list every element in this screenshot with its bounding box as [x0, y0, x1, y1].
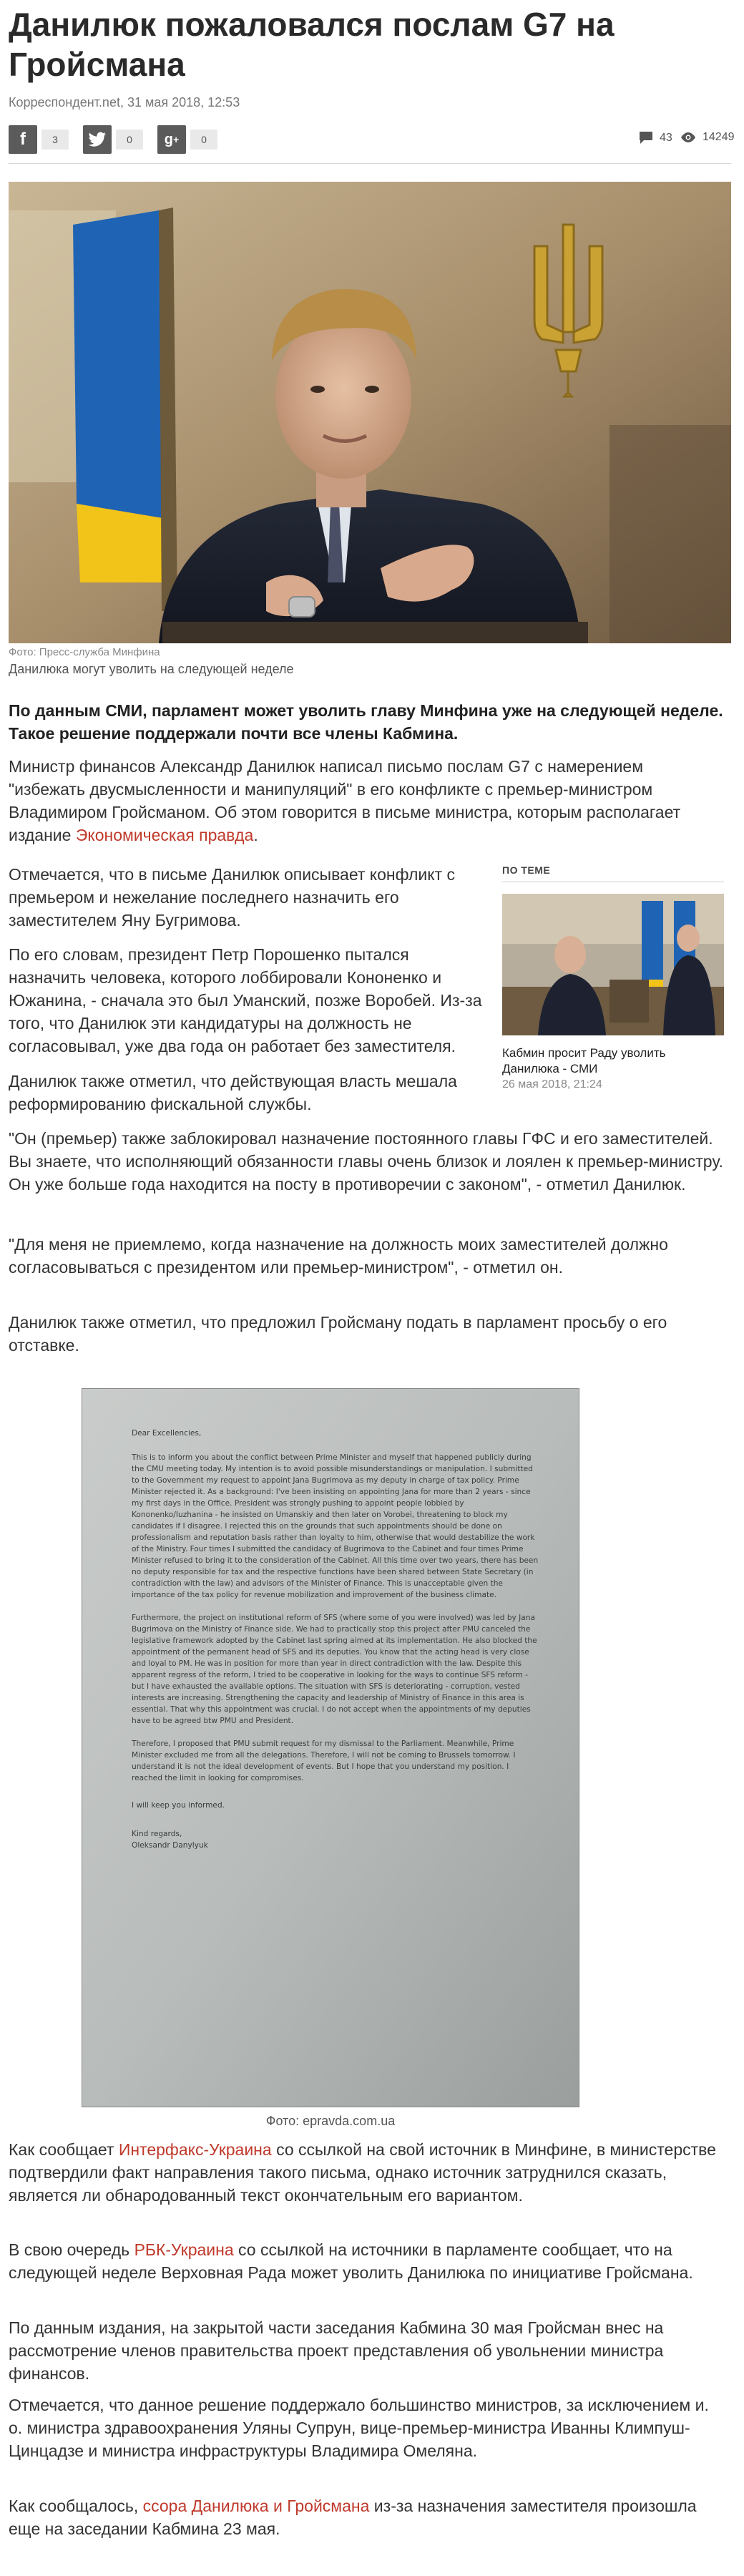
comments-stat[interactable]: [638, 131, 672, 145]
related-heading: ПО ТЕМЕ: [502, 864, 724, 882]
letter-closing: I will keep you informed.: [132, 1801, 225, 1810]
article-lead: По данным СМИ, парламент может уволить главу Минфина уже на следующей неделе. Такое решение поддержали почти все члены Кабмина.: [9, 701, 723, 743]
paragraph: Как сообщалось, ссора Данилюка и Гройсмана из-за назначения заместителя произошла еще на заседании Кабмина 23 мая.: [9, 2497, 697, 2538]
paragraph: В свою очередь РБК-Украина со ссылкой на источники в парламенте сообщает, что на следующей неделе Верховная Рада может уволить Данилюка по инициативе Гройсмана.: [9, 2240, 693, 2282]
paragraph: Как сообщает Интерфакс-Украина со ссылкой на свой источник в Минфине, в министерстве подтвердили факт направления такого письма, однако источник затруднился сказать, является ли обнародованный текст окончательным его вариантом.: [9, 2140, 716, 2205]
letter-salutation: Dear Excellencies,: [132, 1429, 202, 1438]
paragraph: По его словам, президент Петр Порошенко пытался назначить человека, которого лоббировали Кононенко и Южанина, - сначала это был Уманский, позже Воробей. Из-за того, что Данилюк эти кандидатуры на должность не согласовывал, уже два года он работает без заместителя.: [9, 945, 482, 1055]
letter-photo: [82, 1388, 579, 2107]
views-count: 14249: [703, 131, 735, 143]
related-link-quarrel[interactable]: ссора Данилюка и Гройсмана: [142, 2497, 370, 2515]
quote-paragraph: "Он (премьер) также заблокировал назначение постоянного главы ГФС и его заместителей. Вы знаете, что исполняющий обязанности главы очень близок и лоялен к премьер-министру. Он уже больше года находится на посту в противоречии с законом", - отметил Данилюк.: [9, 1129, 723, 1194]
letter-text: [132, 1428, 539, 1851]
letter-para: Furthermore, the project on institutional reform of SFS (where some of you were involved) was led by Jana Bugrimova on the Ministry of Finance side. We had to practically stop this project after PMU canceled the legislative framework adopted by the Cabinet last spring aimed at its implementation. He also blocked the appointment of the permanent head of SFS and its deputies. You know that the acting head is very close and loyal to PM. He was in position for more than year in direct contradiction with the law. Despite this apparent regress of the reform, I tried to be cooperative in looking for the ways to continue SFS reform - but I have exhausted the available options. The situation with SFS is deteriorating - corruption, vested interests are increasing. Strengthening the capacity and leadership of Ministry of Finance in this area is essential. That why this appointment was crucial. I do not accept when the appointments of my deputies have to be agreed btw PMU and President.: [132, 1614, 537, 1725]
facebook-share-button[interactable]: [9, 125, 69, 154]
paragraph: Министр финансов Александр Данилюк написал письмо послам G7 с намерением "избежать двусмысленности и манипуляций" в его конфликте с премьер-министром Владимиром Гройсманом. Об этом говорится в письме министра, которым располагает издание Экономическая правда.: [9, 757, 681, 844]
facebook-count: 3: [41, 130, 69, 150]
letter-regards: Kind regards,: [132, 1830, 182, 1838]
related-article[interactable]: [502, 864, 724, 1091]
paragraph: Отмечается, что в письме Данилюк описывает конфликт с премьером и нежелание последнего назначить его заместителем Яну Бугримова.: [9, 865, 456, 930]
source-link-epravda[interactable]: Экономическая правда: [75, 826, 254, 844]
eye-icon: [680, 132, 697, 143]
paragraph: Данилюк также отметил, что действующая власть мешала реформированию фискальной службы.: [9, 1072, 457, 1113]
gplus-count: 0: [190, 130, 217, 150]
photo-caption: Данилюка могут уволить на следующей неделе: [9, 662, 294, 676]
social-bar: [9, 125, 735, 158]
paragraph: Данилюк также отметил, что предложил Гройсману подать в парламент просьбу о его отставке.: [9, 1313, 667, 1355]
photo-credit: Фото: Пресс-служба Минфина: [9, 646, 160, 658]
quote-paragraph: "Для меня не приемлемо, когда назначение на должность моих заместителей должно согласовываться с президентом или премьер-министром", - отметил он.: [9, 1235, 668, 1277]
hero-photo: [9, 182, 731, 643]
paragraph: По данным издания, на закрытой части заседания Кабмина 30 мая Гройсман внес на рассмотрение членов правительства проект представления об увольнении министра финансов.: [9, 2318, 664, 2383]
related-thumbnail[interactable]: [502, 894, 724, 1035]
source-link-interfax[interactable]: Интерфакс-Украина: [118, 2140, 272, 2159]
article-title: Данилюк пожаловался послам G7 на Гройсмана: [9, 6, 615, 83]
letter-signature: Oleksandr Danylyuk: [132, 1841, 208, 1850]
twitter-icon: [83, 125, 112, 154]
comment-icon: [638, 131, 654, 145]
letter-para: This is to inform you about the conflict between Prime Minister and myself that happened publicly during the CMU meeting today. My intention is to avoid possible misunderstandings or manipulation. I submitted to the Government my request to appoint Jana Bugrimova as my deputy in charge of tax policy. Prime Minister rejected it. As a background: I've been insisting on appointing Jana for more than 2 years - since my first days in the Office. President was strongly pushing to appoint people lobbied by Kononenko/Iuzhanina - he insisted on Umanskiy and then later on Vorobei, threatening to block my candidates if I disagree. I rejected this on the grounds that such appointments should be done on professionalism and reputation basis rather than loyalty to him, otherwise that would destabilize the work of the Ministry. Four times I submitted the candidacy of Bugrimova to the Cabinet and four times Prime Minister refused to bring it to the consideration of the Cabinet. All this time over two years, there has been no deputy responsible for tax and the respective functions have been shared between State Secretary (in contradiction with the law) and advisors of the Minister of Finance. This is unacceptable given the importance of the tax policy for revenue mobilization and improvement of the business climate.: [132, 1453, 539, 1599]
twitter-count: 0: [116, 130, 143, 150]
letter-credit: Фото: epravda.com.ua: [265, 2114, 396, 2128]
google-plus-icon: g +: [157, 125, 186, 154]
comments-count: 43: [660, 132, 672, 144]
related-title[interactable]: Кабмин просит Раду уволить Данилюка - СМИ: [502, 1046, 666, 1075]
gplus-share-button[interactable]: [157, 125, 217, 154]
views-stat: [680, 131, 735, 144]
letter-para: Therefore, I proposed that PMU submit request for my dismissal to the Parliament. Meanwhile, Prime Minister excluded me from all the delegations. Therefore, I will not be coming to Brussels tomorrow. I understand it is not the ideal development of events. But I hope that you understand my position. I reached the limit in looking for compromises.: [132, 1740, 516, 1782]
related-date: 26 мая 2018, 21:24: [502, 1078, 602, 1091]
twitter-share-button[interactable]: [83, 125, 143, 154]
divider: [9, 163, 731, 164]
paragraph: Отмечается, что данное решение поддержало большинство министров, за исключением и. о. министра здравоохранения Уляны Супрун, вице-премьер-министра Иванны Климпуш-Цинцадзе и министра инфраструктуры Владимира Омеляна.: [9, 2396, 709, 2460]
article-meta: Корреспондент.net, 31 мая 2018, 12:53: [9, 95, 240, 109]
source-link-rbc[interactable]: РБК-Украина: [134, 2240, 234, 2259]
facebook-icon: f: [9, 125, 37, 154]
